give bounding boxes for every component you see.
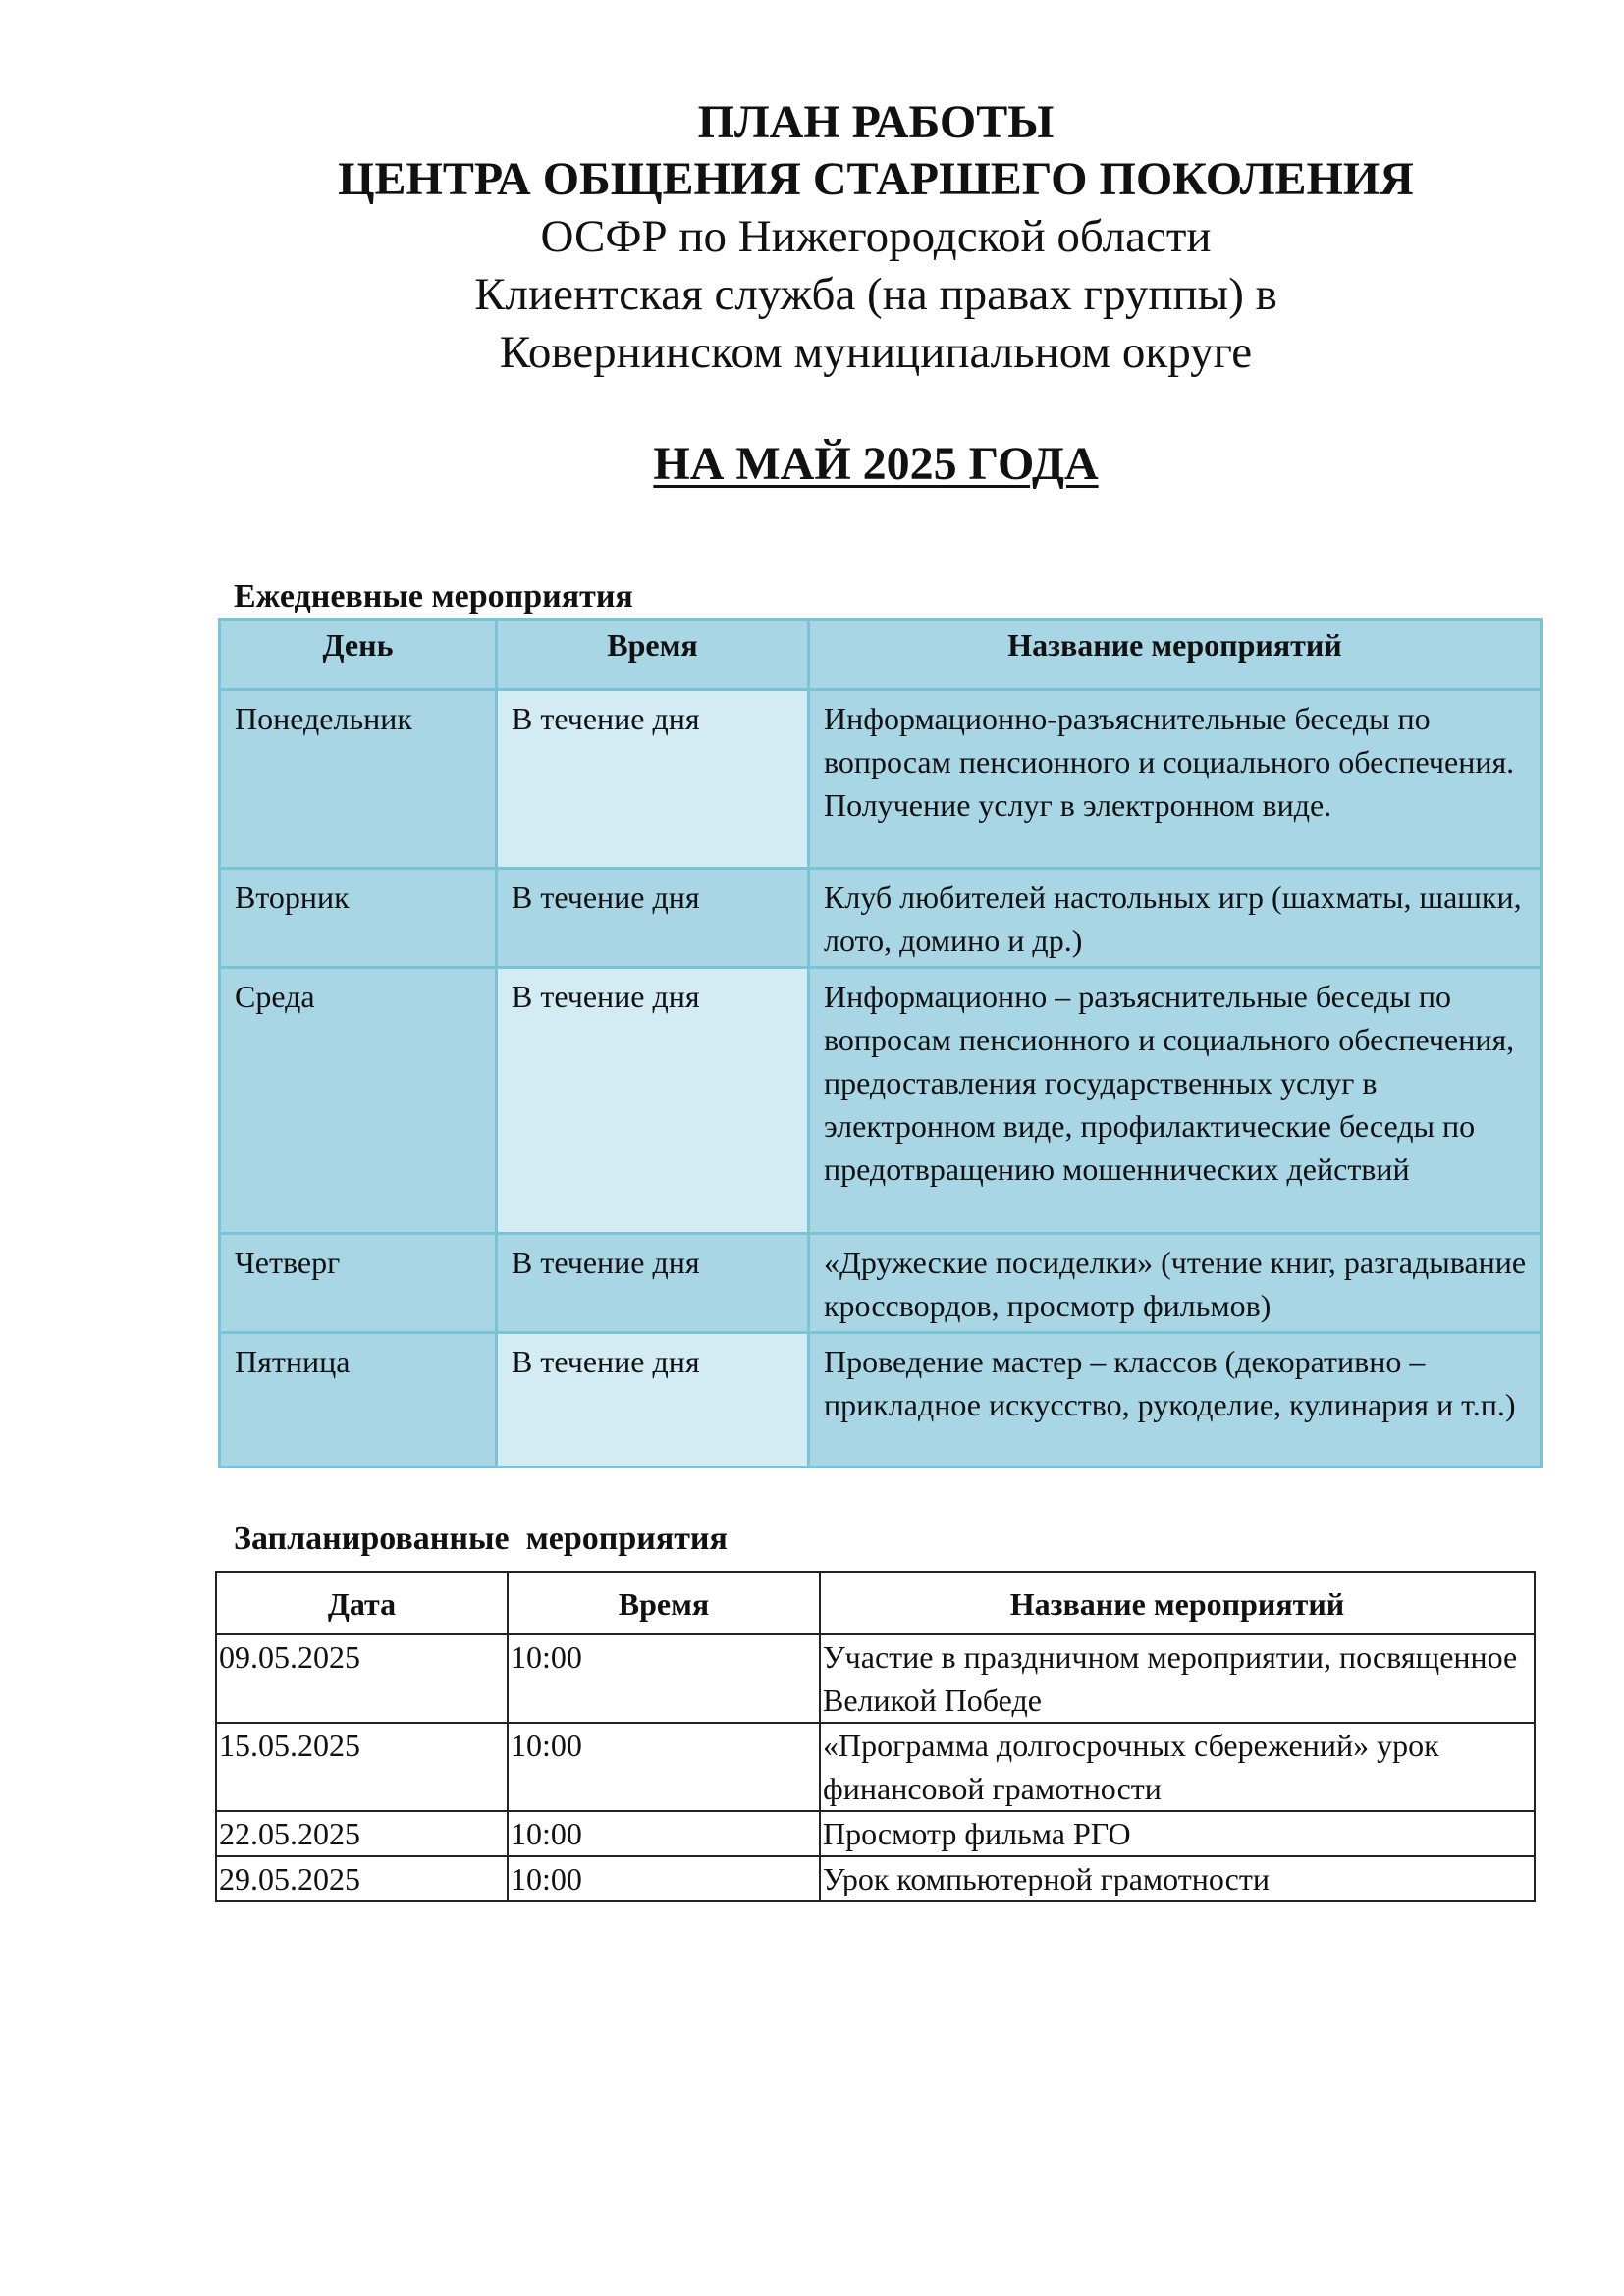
date-cell: 09.05.2025 bbox=[216, 1634, 508, 1723]
event-cell: «Программа долгосрочных сбережений» урок финансовой грамотности bbox=[820, 1723, 1535, 1811]
time-cell: 10:00 bbox=[508, 1856, 820, 1901]
table-row bbox=[220, 869, 1542, 968]
document-header bbox=[0, 94, 1624, 382]
daily-events-table bbox=[218, 618, 1543, 1468]
time-cell: В течение дня bbox=[497, 968, 809, 1234]
column-header-time: Время bbox=[508, 1572, 820, 1634]
plan-period bbox=[0, 436, 1624, 493]
planned-events-table bbox=[215, 1571, 1536, 1902]
table-row bbox=[216, 1811, 1535, 1856]
table-header-row bbox=[220, 620, 1542, 690]
time-cell: 10:00 bbox=[508, 1811, 820, 1856]
event-cell: Клуб любителей настольных игр (шахматы, шашки, лото, домино и др.) bbox=[809, 869, 1542, 968]
plan-period-text: НА МАЙ 2025 ГОДА bbox=[653, 438, 1099, 490]
daily-section-title: Ежедневные мероприятия bbox=[234, 578, 633, 614]
day-cell: Пятница bbox=[220, 1333, 497, 1468]
column-header-event: Название мероприятий bbox=[809, 620, 1542, 690]
doc-subtitle-line-2: Клиентская служба (на правах группы) в bbox=[474, 269, 1277, 320]
time-cell: В течение дня bbox=[497, 690, 809, 869]
doc-subtitle-line-3: Ковернинском муниципальном округе bbox=[499, 327, 1253, 378]
event-cell: Урок компьютерной грамотности bbox=[820, 1856, 1535, 1901]
event-cell: Просмотр фильма РГО bbox=[820, 1811, 1535, 1856]
time-cell: В течение дня bbox=[497, 1234, 809, 1333]
doc-subtitle-line-1: ОСФР по Нижегородской области bbox=[540, 211, 1212, 262]
day-cell: Четверг bbox=[220, 1234, 497, 1333]
table-row bbox=[220, 968, 1542, 1234]
doc-title-line-2: ЦЕНТРА ОБЩЕНИЯ СТАРШЕГО ПОКОЛЕНИЯ bbox=[338, 153, 1414, 205]
column-header-event: Название мероприятий bbox=[820, 1572, 1535, 1634]
date-cell: 15.05.2025 bbox=[216, 1723, 508, 1811]
column-header-date: Дата bbox=[216, 1572, 508, 1634]
table-row bbox=[220, 1333, 1542, 1468]
table-row bbox=[220, 690, 1542, 869]
table-header-row bbox=[216, 1572, 1535, 1634]
event-cell: Информационно-разъяснительные беседы по вопросам пенсионного и социального обеспечения. Получение услуг в электронном виде. bbox=[809, 690, 1542, 869]
event-cell: Проведение мастер – классов (декоративно – прикладное искусство, рукоделие, кулинария и т.п.) bbox=[809, 1333, 1542, 1468]
time-cell: В течение дня bbox=[497, 869, 809, 968]
day-cell: Понедельник bbox=[220, 690, 497, 869]
event-cell: Участие в праздничном мероприятии, посвященное Великой Победе bbox=[820, 1634, 1535, 1723]
time-cell: 10:00 bbox=[508, 1634, 820, 1723]
table-row bbox=[220, 1234, 1542, 1333]
time-cell: 10:00 bbox=[508, 1723, 820, 1811]
day-cell: Вторник bbox=[220, 869, 497, 968]
table-row bbox=[216, 1634, 1535, 1723]
column-header-time: Время bbox=[497, 620, 809, 690]
date-cell: 22.05.2025 bbox=[216, 1811, 508, 1856]
event-cell: Информационно – разъяснительные беседы по вопросам пенсионного и социального обеспечения, предоставления государственных услуг в электронном виде, профилактические беседы по предотвращению мошеннических действий bbox=[809, 968, 1542, 1234]
date-cell: 29.05.2025 bbox=[216, 1856, 508, 1901]
planned-section-title: Запланированные мероприятия bbox=[234, 1521, 728, 1557]
table-row bbox=[216, 1856, 1535, 1901]
column-header-day: День bbox=[220, 620, 497, 690]
doc-title-line-1: ПЛАН РАБОТЫ bbox=[697, 96, 1055, 148]
event-cell: «Дружеские посиделки» (чтение книг, разгадывание кроссвордов, просмотр фильмов) bbox=[809, 1234, 1542, 1333]
day-cell: Среда bbox=[220, 968, 497, 1234]
table-row bbox=[216, 1723, 1535, 1811]
time-cell: В течение дня bbox=[497, 1333, 809, 1468]
